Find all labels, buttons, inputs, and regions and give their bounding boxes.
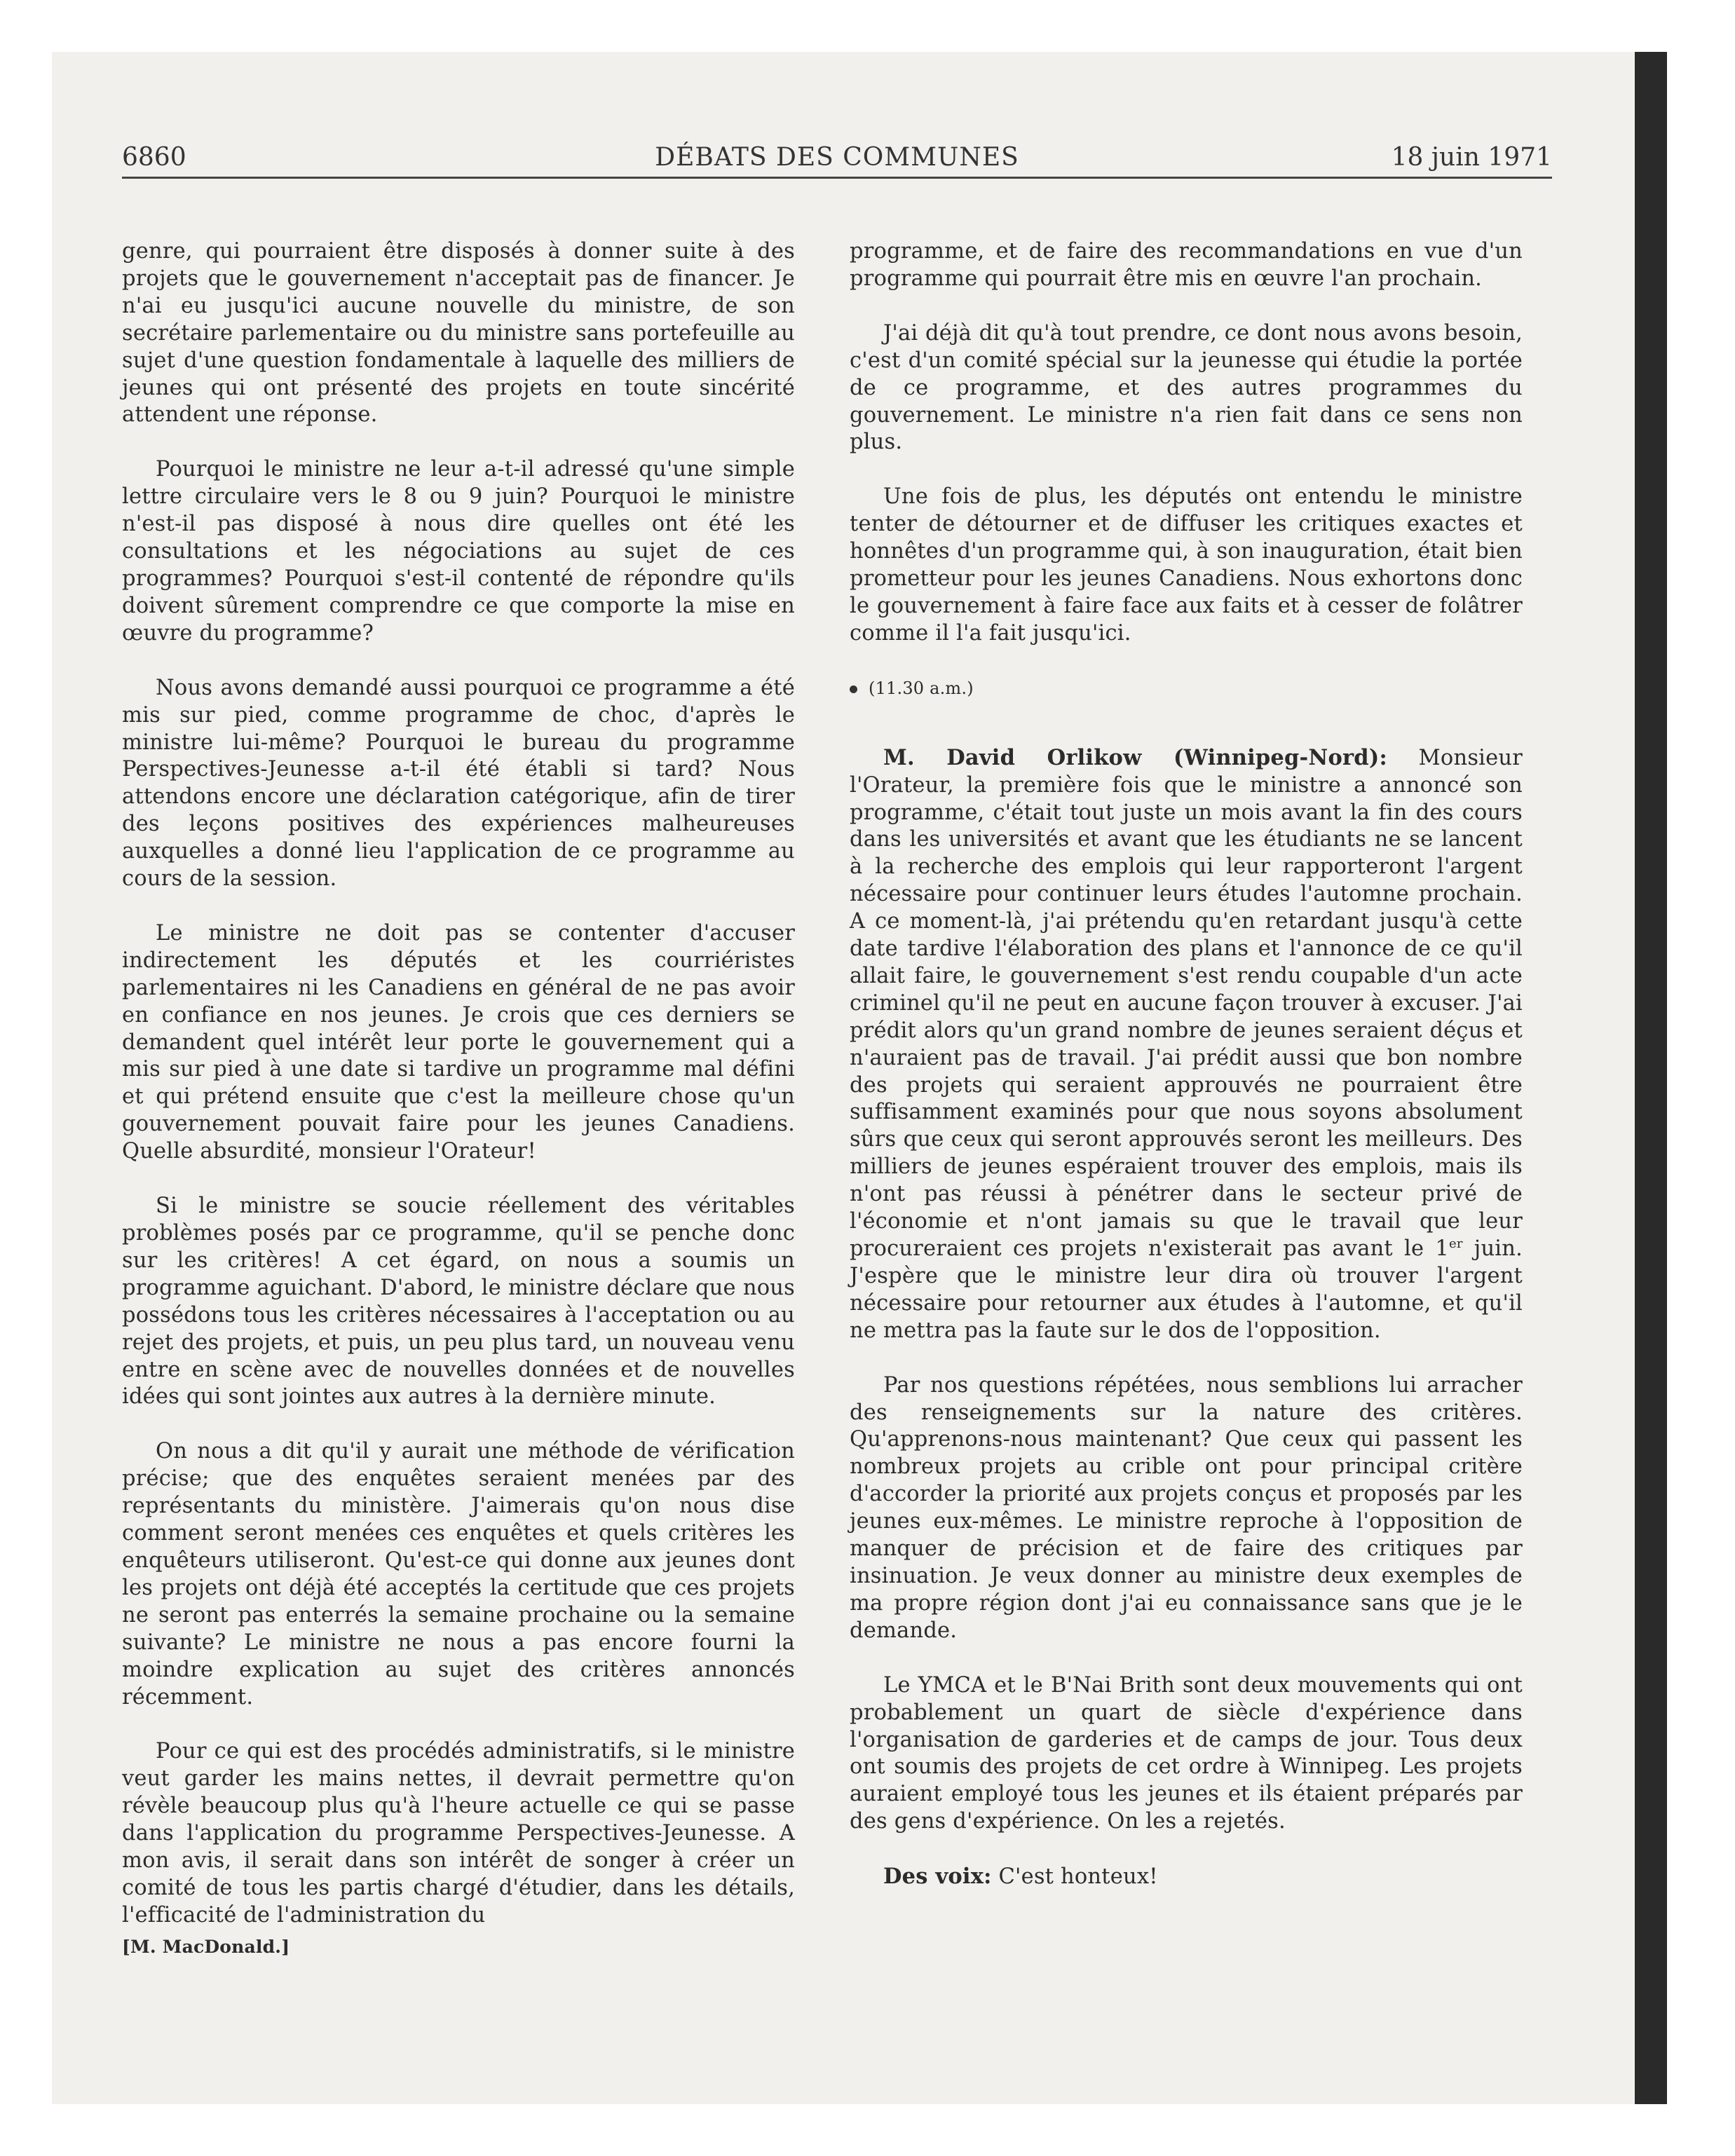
page-number: 6860 [122,143,186,172]
speaker-name: M. David Orlikow (Winnipeg-Nord): [883,744,1387,770]
speech-paragraph [850,744,1523,1345]
speech-text: Monsieur l'Orateur, la première fois que le ministre a annoncé son programme, c'était tout juste un mois avant la fin des cours dans les universités et avant que les étudiants ne se lancent à la recherche des emplois qui leur rapporteront l'argent nécessaire pour continuer leurs études l'automne prochain. A ce moment-là, j'ai prétendu qu'en retardant jusqu'à cette date tardive l'élaboration des plans et l'annonce de ce qu'il allait faire, le gouvernement s'est rendu coupable d'un acte criminel qu'il ne peut en aucune façon trouver à excuser. J'ai prédit alors qu'un grand nombre de jeunes seraient déçus et n'auraient pas de travail. J'ai prédit aussi que bon nombre des projets qui seraient approuvés ne pourraient être suffisamment examinés pour que nous soyons absolument sûrs que ceux qui seront approuvés seront les meilleurs. Des milliers de jeunes espéraient trouver des emplois, mais ils n'ont pas réussi à pénétrer dans le secteur privé de l'économie et n'ont jamais su que le travail que leur procureraient ces projets n'existerait pas avant le 1 [850,745,1523,1261]
voices-text: C'est honteux! [991,1864,1158,1890]
paragraph: Par nos questions répétées, nous semblions lui arracher des renseignements sur la nature des critères. Qu'apprenons-nous maintenant? Que ceux qui passent les nombreux projets au crible ont pour principal critère d'accorder la priorité aux projets conçus et proposés par les jeunes eux-mêmes. Le ministre reproche à l'opposition de manquer de précision et de faire des critiques par insinuation. Je veux donner au ministre deux exemples de ma propre région dont j'ai eu connaissance sans que je le demande. [850,1372,1523,1643]
page-header [122,143,1552,178]
paragraph: genre, qui pourraient être disposés à donner suite à des projets que le gouvernement n'acceptait pas de financer. Je n'ai eu jusqu'ici aucune nouvelle du ministre, de son secrétaire parlementaire ou du ministre sans portefeuille au sujet d'une question fondamentale à laquelle des milliers de jeunes qui ont présenté des projets en toute sincérité attendent une réponse. [122,239,795,428]
superscript: er [1448,1236,1463,1251]
speaker-attribution: [M. MacDonald.] [122,1936,290,1957]
paragraph: Une fois de plus, les députés ont entendu le ministre tenter de détourner et de diffuser les critiques exactes et honnêtes d'un programme qui, à son inauguration, était bien prometteur pour les jeunes Canadiens. Nous exhortons donc le gouvernement à faire face aux faits et à cesser de folâtrer comme il l'a fait jusqu'ici. [850,484,1523,646]
publication-title: DÉBATS DES COMMUNES [655,143,1019,172]
paragraph: Pour ce qui est des procédés administratifs, si le ministre veut garder les mains nettes, il devrait permettre qu'on révèle beaucoup plus qu'à l'heure actuelle ce qui se passe dans l'application du programme Perspectives-Jeunesse. A mon avis, il serait dans son intérêt de songer à créer un comité de tous les partis chargé d'étudier, dans les détails, l'efficacité de l'administration du [122,1739,795,1928]
interjection [850,1863,1523,1891]
paragraph: J'ai déjà dit qu'à tout prendre, ce dont nous avons besoin, c'est d'un comité spécial sur la jeunesse qui étudie la portée de ce programme, et des autres programmes du gouvernement. Le ministre n'a rien fait dans ce sens non plus. [850,320,1523,455]
scanner-edge [1635,52,1667,2104]
paragraph: On nous a dit qu'il y aurait une méthode de vérification précise; que des enquêtes seraient menées par des représentants du ministère. J'aimerais qu'on nous dise comment seront menées ces enquêtes et quels critères les enquêteurs utiliseront. Qu'est-ce qui donne aux jeunes dont les projets ont déjà été acceptés la certitude que ces projets ne seront pas enterrés la semaine prochaine ou la semaine suivante? Le ministre ne nous a pas encore fourni la moindre explication au sujet des critères annoncés récemment. [122,1439,795,1710]
bullet-icon [850,685,857,693]
right-column [850,238,1523,1918]
time-marker [850,675,1523,702]
paragraph: Si le ministre se soucie réellement des véritables problèmes posés par ce programme, qu'il se penche donc sur les critères! A cet égard, on nous a soumis un programme aguichant. D'abord, le ministre déclare que nous possédons tous les critères nécessaires à l'acceptation ou au rejet des projets, et puis, un peu plus tard, un nouveau venu entre en scène avec de nouvelles données et de nouvelles idées qui sont jointes aux autres à la dernière minute. [122,1194,795,1410]
voices-label: Des voix: [883,1864,992,1890]
time-text: (11.30 a.m.) [869,678,974,698]
left-column [122,238,795,1961]
paragraph: Nous avons demandé aussi pourquoi ce programme a été mis sur pied, comme programme de choc, d'après le ministre lui-même? Pourquoi le bureau du programme Perspectives-Jeunesse a-t-il été établi si tard? Nous attendons encore une déclaration catégorique, afin de tirer des leçons positives des expériences malheureuses auxquelles a donné lieu l'application de ce programme au cours de la session. [122,675,795,892]
paragraph: Le ministre ne doit pas se contenter d'accuser indirectement les députés et les courriéristes parlementaires ni les Canadiens en général de ne pas avoir en confiance en nos jeunes. Je crois que ces derniers se demandent quel intérêt leur porte le gouvernement qui a mis sur pied à une date si tardive un programme mal défini et qui prétend ensuite que c'est la meilleure chose qu'un gouvernement pouvait faire pour les jeunes Canadiens. Quelle absurdité, monsieur l'Orateur! [122,920,795,1164]
header-date: 18 juin 1971 [1391,143,1552,172]
paragraph: programme, et de faire des recommandations en vue d'un programme qui pourrait être mis en œuvre l'an prochain. [850,239,1523,291]
paragraph: Pourquoi le ministre ne leur a-t-il adressé qu'une simple lettre circulaire vers le 8 ou 9 juin? Pourquoi le ministre n'est-il pas disposé à nous dire quelles ont été les consultations et les négociations au sujet de ces programmes? Pourquoi s'est-il contenté de répondre qu'ils doivent sûrement comprendre ce que comporte la mise en œuvre du programme? [122,457,795,646]
speech-text-continued: juin. J'espère que le ministre leur dira où trouver l'argent nécessaire pour retourner aux études à l'automne, et qu'il ne mettra pas la faute sur le dos de l'opposition. [850,1236,1523,1343]
header-rule [122,177,1552,179]
paragraph: Le YMCA et le B'Nai Brith sont deux mouvements qui ont probablement un quart de siècle d'expérience dans l'organisation de garderies et de camps de jour. Tous deux ont soumis des projets de cet ordre à Winnipeg. Les projets auraient employé tous les jeunes et ils étaient préparés par des gens d'expérience. On les a rejetés. [850,1672,1523,1834]
